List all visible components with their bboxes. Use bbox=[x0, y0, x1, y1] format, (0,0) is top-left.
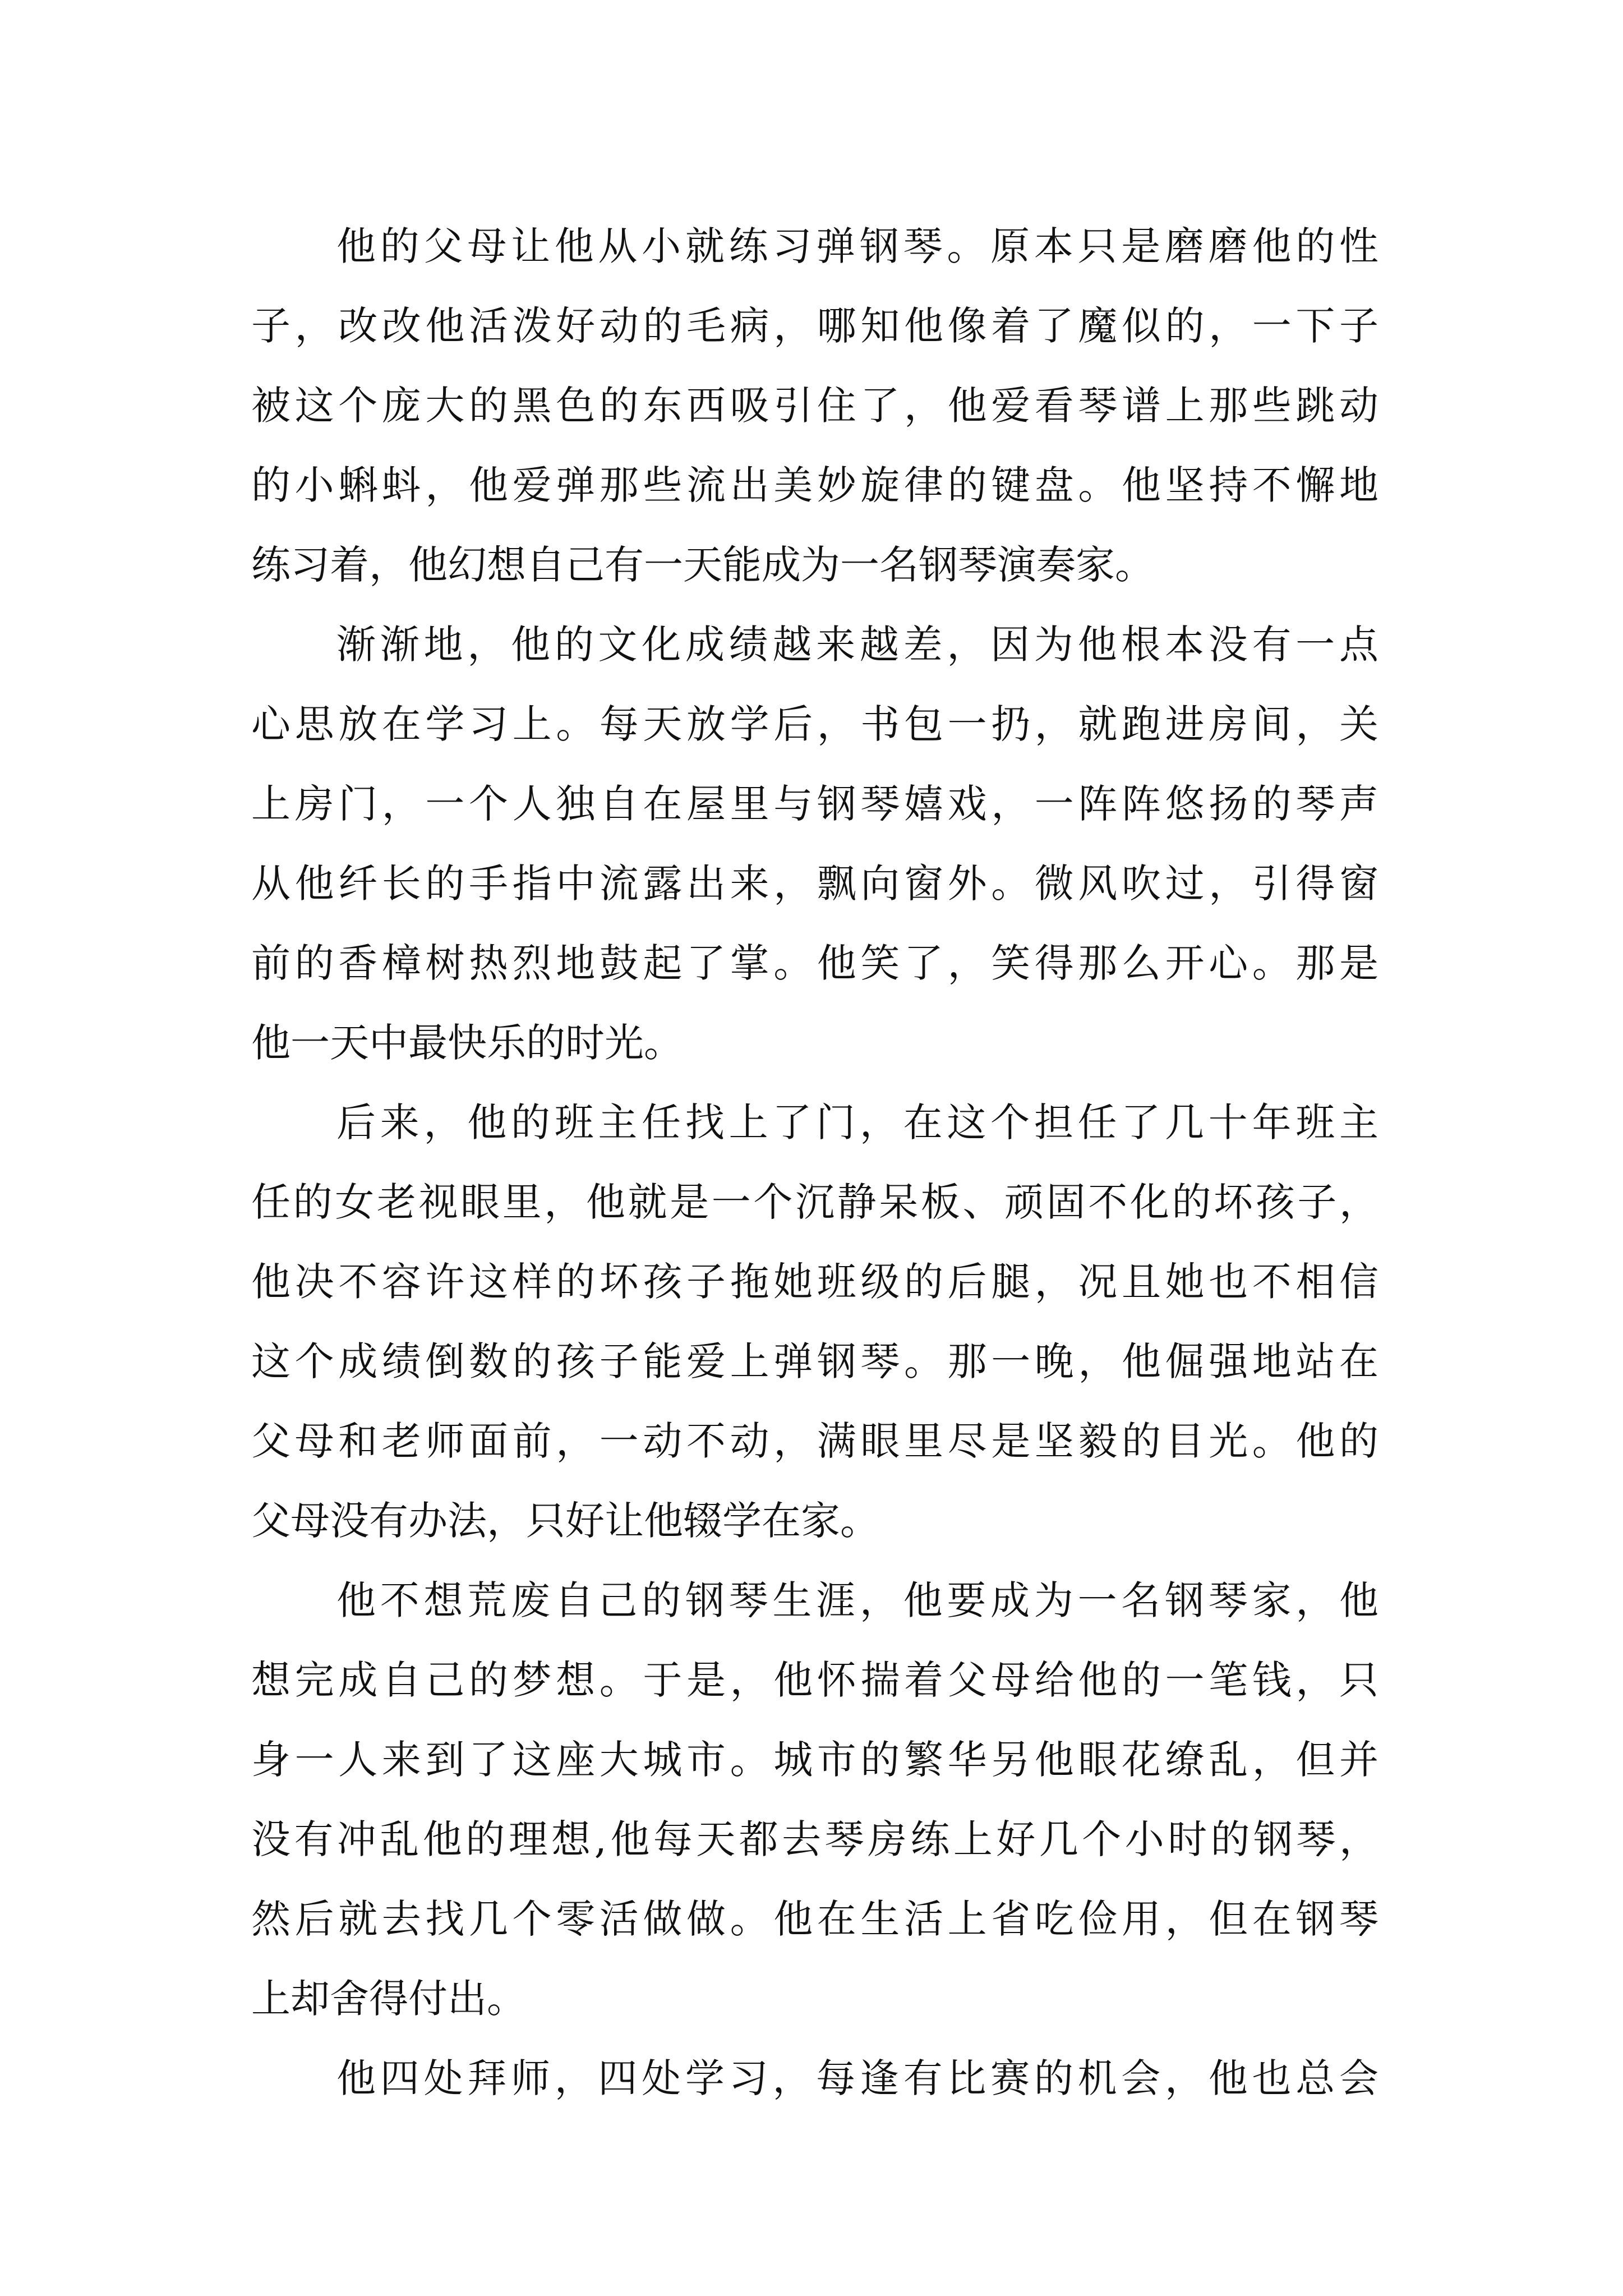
text-line: 父母和老师面前，一动不动，满眼里尽是坚毅的目光。他的 bbox=[251, 1418, 1378, 1464]
text-line: 前的香樟树热烈地鼓起了掌。他笑了，笑得那么开心。那是 bbox=[251, 940, 1378, 986]
text-line: 从他纤长的手指中流露出来，飘向窗外。微风吹过，引得窗 bbox=[251, 861, 1378, 907]
text-line: 任的女老视眼里，他就是一个沉静呆板、顽固不化的坏孩子， bbox=[251, 1179, 1378, 1225]
text-line: 后来，他的班主任找上了门，在这个担任了几十年班主 bbox=[336, 1099, 1378, 1145]
text-line: 没有冲乱他的理想,他每天都去琴房练上好几个小时的钢琴， bbox=[251, 1816, 1378, 1862]
text-line: 上却舍得付出。 bbox=[251, 1976, 526, 2022]
text-line: 身一人来到了这座大城市。城市的繁华另他眼花缭乱，但并 bbox=[251, 1737, 1378, 1783]
text-line: 他决不容许这样的坏孩子拖她班级的后腿，况且她也不相信 bbox=[251, 1259, 1378, 1305]
text-line: 上房门，一个人独自在屋里与钢琴嬉戏，一阵阵悠扬的琴声 bbox=[251, 781, 1378, 827]
text-line: 他的父母让他从小就练习弹钢琴。原本只是磨磨他的性 bbox=[336, 223, 1378, 269]
text-line: 然后就去找几个零活做做。他在生活上省吃俭用，但在钢琴 bbox=[251, 1896, 1378, 1942]
text-line: 想完成自己的梦想。于是，他怀揣着父母给他的一笔钱，只 bbox=[251, 1657, 1378, 1703]
text-line: 这个成绩倒数的孩子能爱上弹钢琴。那一晚，他倔强地站在 bbox=[251, 1338, 1378, 1384]
text-line: 被这个庞大的黑色的东西吸引住了，他爱看琴谱上那些跳动 bbox=[251, 383, 1378, 429]
text-line: 他不想荒废自己的钢琴生涯，他要成为一名钢琴家，他 bbox=[336, 1577, 1378, 1623]
text-line: 他一天中最快乐的时光。 bbox=[251, 1020, 683, 1066]
text-line: 的小蝌蚪，他爱弹那些流出美妙旋律的键盘。他坚持不懈地 bbox=[251, 462, 1378, 508]
text-line: 心思放在学习上。每天放学后，书包一扔，就跑进房间，关 bbox=[251, 701, 1378, 747]
text-line: 父母没有办法，只好让他辍学在家。 bbox=[251, 1498, 879, 1544]
text-line: 他四处拜师，四处学习，每逢有比赛的机会，他也总会 bbox=[336, 2055, 1378, 2101]
text-line: 练习着，他幻想自己有一天能成为一名钢琴演奏家。 bbox=[251, 542, 1154, 588]
text-line: 子，改改他活泼好动的毛病，哪知他像着了魔似的，一下子 bbox=[251, 303, 1378, 349]
text-line: 渐渐地，他的文化成绩越来越差，因为他根本没有一点 bbox=[336, 622, 1378, 668]
